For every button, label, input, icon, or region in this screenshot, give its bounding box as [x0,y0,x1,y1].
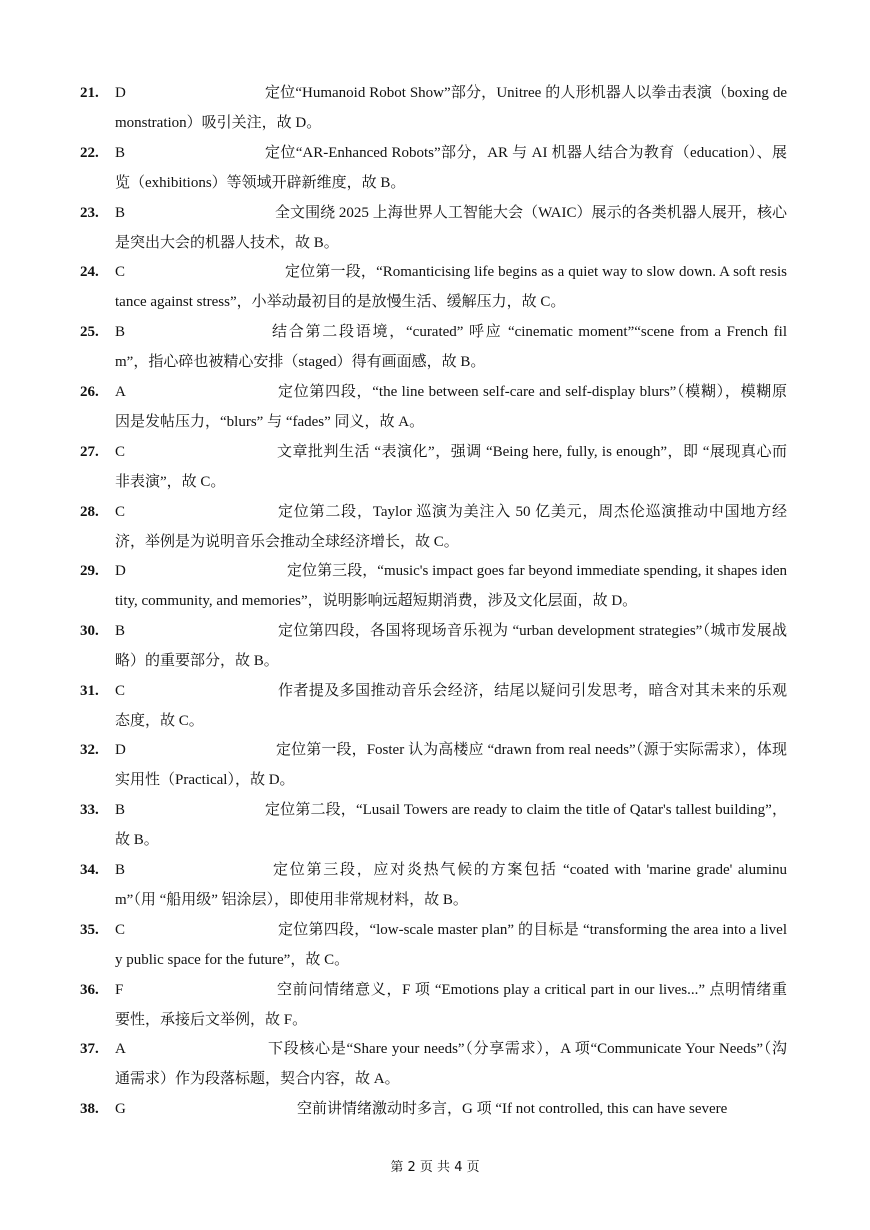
answer-letter: F [115,982,124,998]
question-number: 36. [80,982,99,998]
question-number: 32. [80,742,99,758]
answer-explanation: 作者提及多国推动音乐会经济，结尾以疑问引发思考，暗含对其未来的乐观态度，故 C。 [115,683,787,729]
answer-letter: B [115,145,126,161]
answer-explanation: 定位第一段，Foster 认为高楼应 “drawn from real needs”（源于实际需求），体现实用性（Practical），故 D。 [115,742,787,788]
answer-explanation: 空前问情绪意义，F 项 “Emotions play a critical part in our lives...” 点明情绪重要性，承接后文举例，故 F。 [115,982,787,1028]
question-number: 37. [80,1041,99,1057]
question-number: 38. [80,1101,99,1117]
answer-item [0,1094,870,1154]
answer-item [0,616,870,676]
answer-letter: B [115,623,126,639]
answer-explanation: 定位第四段，“low-scale master plan” 的目标是 “transforming the area into a lively public space for the future”，故 C。 [115,922,787,968]
question-number: 35. [80,922,99,938]
answer-explanation: 定位第四段，各国将现场音乐视为 “urban development strategies”（城市发展战略）的重要部分，故 B。 [115,623,787,669]
answer-letter: B [115,802,126,818]
answer-item [0,437,870,497]
answer-item [0,855,870,915]
answer-explanation: 文章批判生活 “表演化”，强调 “Being here, fully, is enough”，即 “展现真心而非表演”，故 C。 [115,444,787,490]
question-number: 28. [80,504,99,520]
answer-explanation: 全文围绕 2025 上海世界人工智能大会（WAIC）展示的各类机器人展开，核心是突出大会的机器人技术，故 B。 [115,205,787,251]
question-number: 33. [80,802,99,818]
answer-explanation: 定位第三段，应对炎热气候的方案包括 “coated with 'marine grade' aluminum”（用 “船用级” 铝涂层），即使用非常规材料，故 B。 [115,862,787,908]
answer-explanation: 定位第二段，“Lusail Towers are ready to claim the title of Qatar's tallest building”，故 B。 [115,802,787,848]
question-number: 24. [80,264,99,280]
answer-letter: D [115,742,126,758]
answer-letter: C [115,444,126,460]
question-number: 21. [80,85,99,101]
question-number: 31. [80,683,99,699]
question-number: 27. [80,444,99,460]
answer-explanation: 定位“Humanoid Robot Show”部分，Unitree 的人形机器人以拳击表演（boxing demonstration）吸引关注，故 D。 [115,85,787,131]
answer-item [0,735,870,795]
answer-letter: B [115,862,126,878]
answer-item [0,377,870,437]
question-number: 30. [80,623,99,639]
answer-letter: B [115,324,126,340]
answer-letter: C [115,922,126,938]
answer-explanation: 空前讲情绪激动时多言，G 项 “If not controlled, this can have severe [297,1101,728,1117]
question-number: 22. [80,145,99,161]
answer-explanation: 定位第一段，“Romanticising life begins as a quiet way to slow down. A soft resistance against stress”，小举动最初目的是放慢生活、缓解压力，故 C。 [115,264,787,310]
answer-item [0,975,870,1035]
answer-item [0,795,870,855]
question-number: 25. [80,324,99,340]
question-number: 29. [80,563,99,579]
answer-item [0,676,870,736]
answer-item [0,915,870,975]
answer-explanation: 定位第三段，“music's impact goes far beyond immediate spending, it shapes identity, community, and memories”，说明影响远超短期消费，涉及文化层面，故 D。 [115,563,787,609]
answer-item [0,556,870,616]
answer-letter: C [115,264,126,280]
question-number: 23. [80,205,99,221]
answer-letter: D [115,563,126,579]
answer-letter: G [115,1101,126,1117]
answer-explanation: 结合第二段语境，“curated” 呼应 “cinematic moment”“scene from a French film”，指心碎也被精心安排（staged）得有画面感，故 B。 [115,324,787,370]
answer-explanation: 定位第二段，Taylor 巡演为美注入 50 亿美元，周杰伦巡演推动中国地方经济，举例是为说明音乐会推动全球经济增长，故 C。 [115,504,787,550]
answer-item [0,257,870,317]
question-number: 34. [80,862,99,878]
answer-explanation: 定位第四段，“the line between self-care and self-display blurs”（模糊），模糊原因是发帖压力，“blurs” 与 “fades” 同义，故 A。 [115,384,787,430]
answer-letter: A [115,1041,126,1057]
answer-item [0,317,870,377]
answer-letter: D [115,85,126,101]
answer-explanation: 下段核心是“Share your needs”（分享需求），A 项“Communicate Your Needs”（沟通需求）作为段落标题，契合内容，故 A。 [115,1041,787,1087]
answer-item [0,198,870,258]
answer-letter: C [115,504,126,520]
answer-letter: C [115,683,126,699]
answer-item [0,78,870,138]
page-footer: 第 2 页 共 4 页 [390,1160,480,1175]
answer-item [0,138,870,198]
answer-letter: B [115,205,126,221]
answer-item [0,1034,870,1094]
answer-letter: A [115,384,126,400]
question-number: 26. [80,384,99,400]
answer-item [0,497,870,557]
answer-explanation: 定位“AR-Enhanced Robots”部分，AR 与 AI 机器人结合为教育（education）、展览（exhibitions）等领域开辟新维度，故 B。 [115,145,787,191]
